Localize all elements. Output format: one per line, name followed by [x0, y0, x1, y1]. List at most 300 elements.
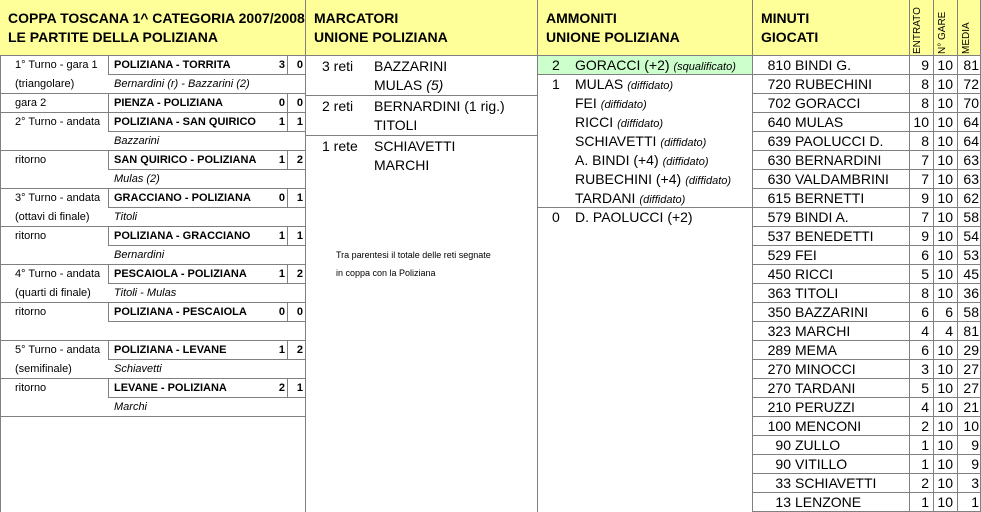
- match-round: 4° Turno - andata: [15, 268, 101, 280]
- minuti-entrato: 8: [921, 95, 929, 111]
- match-scorers: Bernardini: [114, 249, 165, 261]
- minuti-entrato: 1: [921, 437, 929, 453]
- match-round: ritorno: [15, 306, 47, 318]
- match-score-home: 1: [278, 268, 285, 280]
- cell-divider: [108, 227, 109, 246]
- match-teams: SAN QUIRICO - POLIZIANA: [114, 154, 257, 166]
- minuti-player-name: BINDI G.: [795, 57, 852, 73]
- ammoniti-column: [538, 56, 753, 512]
- ammoniti-player: [575, 76, 673, 95]
- cell-divider: [909, 493, 910, 512]
- minuti-value: 810: [767, 57, 791, 73]
- match-score-away: 0: [296, 97, 303, 109]
- cell-divider: [957, 189, 958, 208]
- match-scorers: Mulas (2): [114, 173, 160, 185]
- cell-divider: [909, 379, 910, 398]
- cell-divider: [909, 265, 910, 284]
- minuti-media: 9: [971, 437, 979, 453]
- minuti-player-name: ZULLO: [795, 437, 841, 453]
- cell-divider: [287, 379, 288, 398]
- cell-divider: [933, 75, 934, 94]
- minuti-value: 529: [767, 247, 791, 263]
- cell-divider: [287, 113, 288, 132]
- minuti-entrato: 8: [921, 285, 929, 301]
- cell-divider: [957, 284, 958, 303]
- ammoniti-player-name: FEI: [575, 95, 597, 111]
- cell-divider: [933, 436, 934, 455]
- minuti-player-name: MEMA: [795, 342, 837, 358]
- cell-divider: [957, 398, 958, 417]
- cell-divider: [287, 303, 288, 322]
- cell-divider: [957, 341, 958, 360]
- ammoniti-player-status: (diffidato): [662, 156, 709, 168]
- minuti-entrato: 4: [921, 399, 929, 415]
- cell-divider: [957, 379, 958, 398]
- minuti-media: 58: [963, 304, 979, 320]
- minuti-row: [753, 379, 980, 398]
- cell-underline: [108, 74, 306, 75]
- minuti-value: 289: [767, 342, 791, 358]
- minuti-row: [753, 75, 980, 94]
- cell-divider: [933, 56, 934, 75]
- minuti-row: [753, 398, 980, 417]
- marcatori-group: [306, 56, 537, 96]
- minuti-entrato: 9: [921, 190, 929, 206]
- minuti-gare: 10: [937, 95, 953, 111]
- cell-divider: [957, 132, 958, 151]
- match-divider: [1, 416, 306, 417]
- matches-column: [0, 56, 306, 512]
- cell-divider: [957, 436, 958, 455]
- cell-divider: [957, 75, 958, 94]
- minuti-gare: 4: [945, 323, 953, 339]
- minuti-row: [753, 246, 980, 265]
- cell-underline: [108, 397, 306, 398]
- cell-divider: [909, 170, 910, 189]
- ammoniti-player: [575, 57, 736, 76]
- minuti-value: 270: [767, 380, 791, 396]
- minuti-value: 450: [767, 266, 791, 282]
- minuti-player-name: BAZZARINI: [795, 304, 869, 320]
- minuti-player-name: RICCI: [795, 266, 834, 282]
- marcatori-player-total: (5): [426, 77, 444, 93]
- cell-underline: [108, 207, 306, 208]
- ammoniti-count: 1: [552, 76, 560, 92]
- minuti-subtitle: GIOCATI: [761, 29, 819, 45]
- ammoniti-player: [575, 133, 706, 152]
- ammoniti-player: [575, 171, 731, 190]
- minuti-value: 323: [767, 323, 791, 339]
- match-row: [1, 265, 306, 303]
- match-score-away: 1: [296, 382, 303, 394]
- minuti-gare: 10: [937, 171, 953, 187]
- minuti-entrato: 6: [921, 304, 929, 320]
- minuti-row: [753, 455, 980, 474]
- cell-divider: [933, 132, 934, 151]
- match-round: ritorno: [15, 154, 47, 166]
- match-teams: PESCAIOLA - POLIZIANA: [114, 268, 247, 280]
- minuti-value: 270: [767, 361, 791, 377]
- cell-divider: [933, 151, 934, 170]
- minuti-media: 53: [963, 247, 979, 263]
- minuti-row: [753, 322, 980, 341]
- match-row: [1, 303, 306, 341]
- cell-divider: [957, 246, 958, 265]
- minuti-gare: 10: [937, 133, 953, 149]
- marcatori-note-line2: in coppa con la Poliziana: [336, 268, 436, 278]
- match-round: ritorno: [15, 230, 47, 242]
- match-teams: GRACCIANO - POLIZIANA: [114, 192, 251, 204]
- cell-divider: [909, 189, 910, 208]
- minuti-gare: 10: [937, 342, 953, 358]
- minuti-entrato: 1: [921, 494, 929, 510]
- minuti-value: 537: [767, 228, 791, 244]
- minuti-gare: 10: [937, 114, 953, 130]
- cell-divider: [957, 360, 958, 379]
- minuti-value: 579: [767, 209, 791, 225]
- minuti-player-name: BERNETTI: [795, 190, 865, 206]
- match-round: 3° Turno - andata: [15, 192, 101, 204]
- minuti-value: 350: [767, 304, 791, 320]
- minuti-row: [753, 417, 980, 436]
- minuti-media: 64: [963, 133, 979, 149]
- minuti-entrato: 2: [921, 418, 929, 434]
- cell-divider: [909, 284, 910, 303]
- minuti-entrato: 6: [921, 342, 929, 358]
- cell-divider: [957, 94, 958, 113]
- minuti-row: [753, 303, 980, 322]
- minuti-gare: 10: [937, 361, 953, 377]
- minuti-value: 630: [767, 152, 791, 168]
- cell-divider: [909, 56, 910, 75]
- minuti-gare: 10: [937, 57, 953, 73]
- ammoniti-title: AMMONITI: [546, 10, 617, 26]
- marcatori-player-name: TITOLI: [374, 117, 418, 133]
- match-scorers: Bernardini (r) - Bazzarini (2): [114, 78, 250, 90]
- cell-divider: [933, 379, 934, 398]
- match-score-home: 2: [278, 382, 285, 394]
- minuti-player-name: MULAS: [795, 114, 844, 130]
- match-score-home: 1: [278, 344, 285, 356]
- cell-divider: [933, 341, 934, 360]
- match-score-away: 1: [296, 192, 303, 204]
- marcatori-player-name: MARCHI: [374, 157, 430, 173]
- minuti-value: 720: [767, 76, 791, 92]
- match-score-home: 0: [278, 97, 285, 109]
- cell-divider: [933, 113, 934, 132]
- cell-divider: [933, 322, 934, 341]
- match-row: [1, 94, 306, 113]
- minuti-entrato: 9: [921, 228, 929, 244]
- ammoniti-count: 2: [552, 57, 560, 73]
- minuti-row: [753, 265, 980, 284]
- ammoniti-player-name: SCHIAVETTI: [575, 133, 657, 149]
- cell-divider: [957, 474, 958, 493]
- ammoniti-player-status: (diffidato): [600, 99, 647, 111]
- col-gare-label: N° GARE: [937, 11, 948, 54]
- cell-divider: [957, 265, 958, 284]
- cell-divider: [909, 113, 910, 132]
- cell-divider: [957, 322, 958, 341]
- cell-divider: [957, 455, 958, 474]
- cell-underline: [108, 131, 306, 132]
- minuti-media: 27: [963, 380, 979, 396]
- minuti-gare: 10: [937, 418, 953, 434]
- minuti-entrato: 4: [921, 323, 929, 339]
- match-score-home: 1: [278, 154, 285, 166]
- match-score-away: 1: [296, 230, 303, 242]
- match-round: 5° Turno - andata: [15, 344, 101, 356]
- minuti-player-name: BERNARDINI: [795, 152, 882, 168]
- ammoniti-player-name: RICCI: [575, 114, 614, 130]
- ammoniti-player-status: (diffidato): [639, 194, 686, 206]
- ammoniti-group: [538, 208, 752, 227]
- minuti-value: 90: [775, 456, 791, 472]
- match-row: [1, 113, 306, 151]
- match-score-away: 2: [296, 344, 303, 356]
- cell-divider: [933, 208, 934, 227]
- cell-divider: [287, 341, 288, 360]
- minuti-gare: 10: [937, 190, 953, 206]
- cell-divider: [933, 265, 934, 284]
- minuti-entrato: 6: [921, 247, 929, 263]
- marcatori-goals-label: 3 reti: [322, 58, 354, 74]
- cell-divider: [909, 151, 910, 170]
- match-row: [1, 341, 306, 379]
- cell-divider: [957, 56, 958, 75]
- minuti-value: 13: [775, 494, 791, 510]
- ammoniti-player-status: (diffidato): [660, 137, 707, 149]
- cell-underline: [108, 283, 306, 284]
- marcatori-subtitle: UNIONE POLIZIANA: [314, 29, 448, 45]
- cell-divider: [909, 455, 910, 474]
- minuti-media: 27: [963, 361, 979, 377]
- minuti-value: 630: [767, 171, 791, 187]
- cell-divider: [933, 227, 934, 246]
- match-scorers: Titoli: [114, 211, 138, 223]
- match-score-home: 1: [278, 230, 285, 242]
- marcatori-player: [374, 157, 429, 174]
- cell-divider: [909, 322, 910, 341]
- marcatori-column: [306, 56, 538, 512]
- minuti-media: 29: [963, 342, 979, 358]
- header-divider: [957, 0, 958, 56]
- match-score-away: 2: [296, 268, 303, 280]
- minuti-media: 58: [963, 209, 979, 225]
- marcatori-player: [374, 58, 447, 75]
- minuti-player-name: LENZONE: [795, 494, 862, 510]
- ammoniti-player-name: RUBECHINI (+4): [575, 171, 682, 187]
- minuti-player-name: TITOLI: [795, 285, 839, 301]
- minuti-entrato: 8: [921, 133, 929, 149]
- cell-divider: [909, 246, 910, 265]
- cell-divider: [933, 360, 934, 379]
- minuti-header: [753, 0, 981, 56]
- col-media-label: MEDIA: [961, 22, 972, 54]
- cell-divider: [287, 151, 288, 170]
- ammoniti-player: [575, 114, 663, 133]
- marcatori-player: [374, 77, 443, 94]
- match-round-note: (ottavi di finale): [15, 211, 90, 223]
- minuti-gare: 10: [937, 285, 953, 301]
- ammoniti-player-name: MULAS: [575, 76, 624, 92]
- match-row: [1, 189, 306, 227]
- ammoniti-player: [575, 95, 647, 114]
- cell-divider: [108, 151, 109, 170]
- cell-divider: [957, 113, 958, 132]
- minuti-gare: 10: [937, 456, 953, 472]
- cell-divider: [108, 189, 109, 208]
- match-score-home: 3: [278, 59, 285, 71]
- match-score-home: 1: [278, 116, 285, 128]
- minuti-media: 70: [963, 95, 979, 111]
- cell-divider: [287, 94, 288, 113]
- header-divider: [933, 0, 934, 56]
- cell-divider: [909, 417, 910, 436]
- minuti-entrato: 7: [921, 171, 929, 187]
- match-row: [1, 379, 306, 417]
- minuti-title: MINUTI: [761, 10, 810, 26]
- cell-divider: [909, 227, 910, 246]
- minuti-player-name: BENEDETTI: [795, 228, 874, 244]
- minuti-gare: 10: [937, 399, 953, 415]
- marcatori-title: MARCATORI: [314, 10, 399, 26]
- minuti-gare: 10: [937, 475, 953, 491]
- minuti-media: 72: [963, 76, 979, 92]
- cell-divider: [108, 113, 109, 132]
- minuti-value: 33: [775, 475, 791, 491]
- minuti-row: [753, 208, 980, 227]
- cell-underline: [108, 169, 306, 170]
- cell-divider: [933, 455, 934, 474]
- marcatori-player-name: BERNARDINI (1 rig.): [374, 98, 505, 114]
- minuti-media: 63: [963, 152, 979, 168]
- minuti-entrato: 9: [921, 57, 929, 73]
- match-teams: POLIZIANA - GRACCIANO: [114, 230, 251, 242]
- minuti-value: 100: [767, 418, 791, 434]
- match-scorers: Titoli - Mulas: [114, 287, 177, 299]
- cell-divider: [108, 341, 109, 360]
- cell-divider: [957, 493, 958, 512]
- ammoniti-group: [538, 75, 752, 208]
- cell-divider: [909, 360, 910, 379]
- minuti-entrato: 8: [921, 76, 929, 92]
- cell-divider: [909, 474, 910, 493]
- cell-divider: [957, 417, 958, 436]
- minuti-gare: 10: [937, 247, 953, 263]
- minuti-entrato: 7: [921, 209, 929, 225]
- ammoniti-player-name: D. PAOLUCCI (+2): [575, 209, 693, 225]
- match-scorers: Schiavetti: [114, 363, 162, 375]
- match-score-away: 0: [296, 306, 303, 318]
- cell-divider: [933, 417, 934, 436]
- minuti-media: 10: [963, 418, 979, 434]
- cell-divider: [957, 151, 958, 170]
- cell-divider: [957, 170, 958, 189]
- minuti-entrato: 2: [921, 475, 929, 491]
- cell-divider: [909, 303, 910, 322]
- marcatori-note-line1: Tra parentesi il totale delle reti segnate: [336, 250, 491, 260]
- minuti-media: 64: [963, 114, 979, 130]
- minuti-media: 3: [971, 475, 979, 491]
- minuti-media: 63: [963, 171, 979, 187]
- match-row: [1, 56, 306, 94]
- cell-divider: [933, 474, 934, 493]
- cell-divider: [108, 265, 109, 284]
- ammoniti-count: 0: [552, 209, 560, 225]
- cell-underline: [108, 245, 306, 246]
- ammoniti-player-name: TARDANI: [575, 190, 636, 206]
- cell-divider: [909, 436, 910, 455]
- match-score-away: 2: [296, 154, 303, 166]
- minuti-value: 640: [767, 114, 791, 130]
- minuti-media: 81: [963, 323, 979, 339]
- match-round-note: (quarti di finale): [15, 287, 91, 299]
- minuti-player-name: BINDI A.: [795, 209, 849, 225]
- ammoniti-player: [575, 152, 709, 171]
- minuti-gare: 10: [937, 380, 953, 396]
- coppa-subtitle: LE PARTITE DELLA POLIZIANA: [8, 29, 218, 45]
- match-score-home: 0: [278, 306, 285, 318]
- cell-divider: [287, 56, 288, 75]
- cell-divider: [909, 398, 910, 417]
- minuti-value: 639: [767, 133, 791, 149]
- match-round-note: (semifinale): [15, 363, 72, 375]
- cell-divider: [933, 493, 934, 512]
- cell-divider: [933, 303, 934, 322]
- minuti-value: 210: [767, 399, 791, 415]
- header-divider: [909, 0, 910, 56]
- coppa-title: COPPA TOSCANA 1^ CATEGORIA 2007/2008: [8, 10, 305, 26]
- match-teams: POLIZIANA - TORRITA: [114, 59, 231, 71]
- cell-divider: [108, 94, 109, 113]
- minuti-value: 702: [767, 95, 791, 111]
- cell-divider: [957, 208, 958, 227]
- minuti-player-name: VALDAMBRINI: [795, 171, 889, 187]
- minuti-media: 54: [963, 228, 979, 244]
- match-round: 2° Turno - andata: [15, 116, 101, 128]
- col-entrato-label: ENTRATO: [912, 7, 923, 54]
- match-score-away: 0: [296, 59, 303, 71]
- marcatori-player: [374, 117, 417, 134]
- minuti-gare: 10: [937, 228, 953, 244]
- minuti-value: 363: [767, 285, 791, 301]
- match-score-home: 0: [278, 192, 285, 204]
- cell-divider: [933, 189, 934, 208]
- match-teams: POLIZIANA - PESCAIOLA: [114, 306, 247, 318]
- minuti-row: [753, 436, 980, 455]
- match-teams: LEVANE - POLIZIANA: [114, 382, 227, 394]
- minuti-row: [753, 474, 980, 493]
- minuti-player-name: MINOCCI: [795, 361, 856, 377]
- minuti-gare: 10: [937, 152, 953, 168]
- minuti-entrato: 1: [921, 456, 929, 472]
- match-row: [1, 227, 306, 265]
- ammoniti-player: [575, 209, 693, 226]
- minuti-entrato: 10: [913, 114, 929, 130]
- match-row: [1, 151, 306, 189]
- cell-divider: [933, 284, 934, 303]
- cell-underline: [108, 321, 306, 322]
- minuti-row: [753, 227, 980, 246]
- minuti-media: 9: [971, 456, 979, 472]
- minuti-player-name: FEI: [795, 247, 817, 263]
- cell-divider: [287, 265, 288, 284]
- minuti-row: [753, 132, 980, 151]
- minuti-gare: 10: [937, 209, 953, 225]
- marcatori-player: [374, 98, 505, 115]
- marcatori-player-name: BAZZARINI: [374, 58, 448, 74]
